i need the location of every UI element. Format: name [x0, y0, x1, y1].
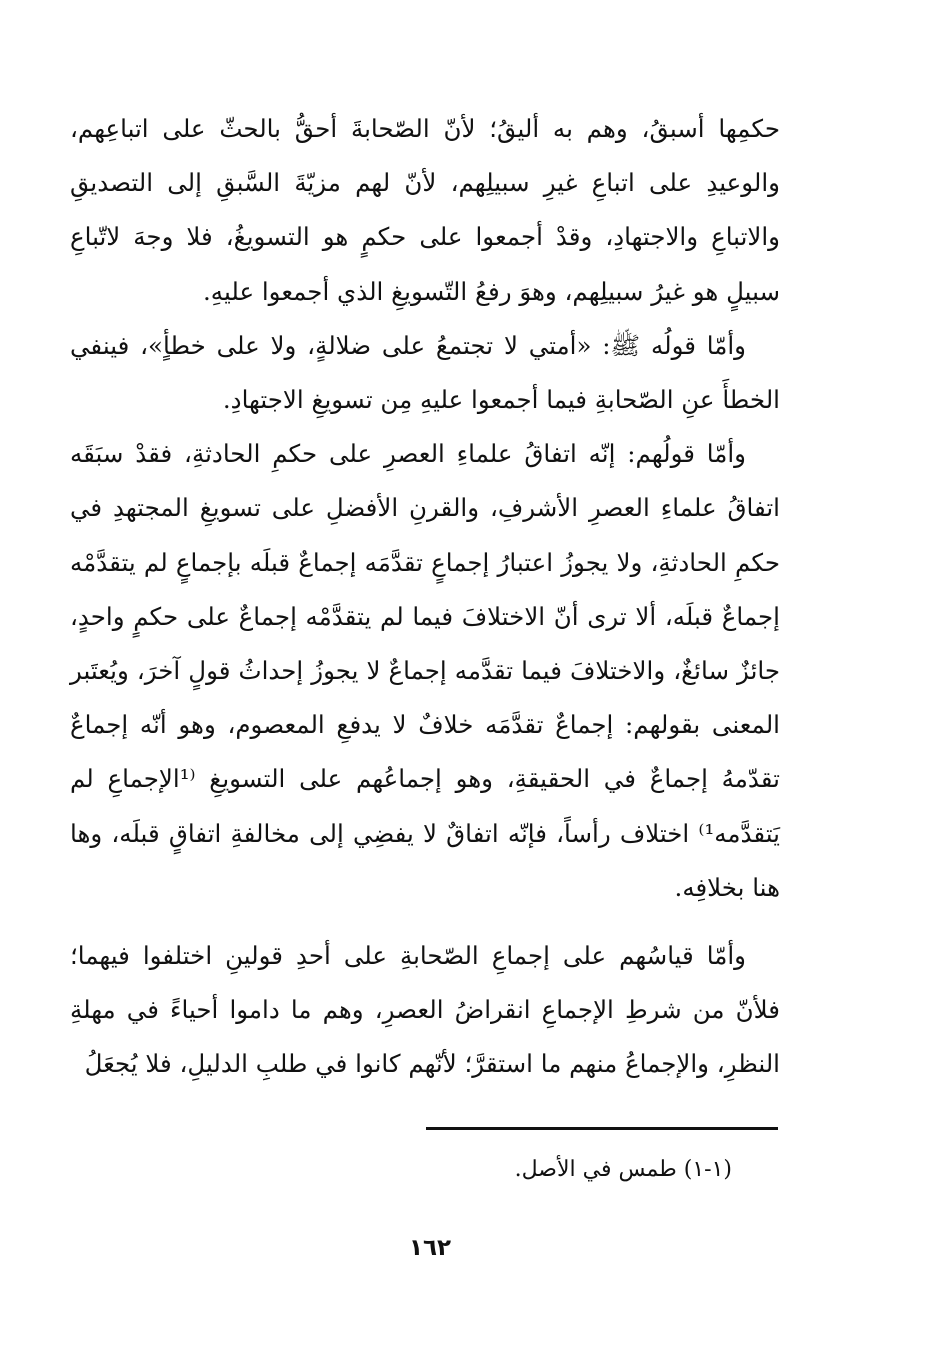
main-text	[70, 102, 780, 1092]
page-number: ١٦٢	[408, 1235, 452, 1261]
paragraph-2: وأمّا قولُه ﷺ: «أمتي لا تجتمعُ على ضلالةٍ، ولا على خطأٍ»، فينفي الخطأَ عنِ الصّحابةِ فيما أجمعوا عليهِ مِن تسويغِ الاجتهادِ.	[70, 330, 780, 415]
paragraph-1: حكمِها أسبقُ، وهم به أليقُ؛ لأنّ الصّحابةَ أحقُّ بالحثّ على اتباعِهم، والوعيدِ على اتباعِ غيرِ سبيلِهم، لأنّ لهم مزيّةَ السَّبقِ إلى التصديقِ والاتباعِ والاجتهادِ، وقدْ أجمعوا على حكمٍ هو التسويغُ، فلا وجهَ لاتّباعِ سبيلٍ هو غيرُ سبيلِهم، وهوَ رفعُ التّسويغِ الذي أجمعوا عليهِ.	[70, 114, 780, 306]
footnote: (١-١) طمس في الأصل.	[514, 1157, 732, 1182]
footnote-separator	[426, 1127, 778, 1130]
paragraph-4: وأمّا قياسُهم على إجماعِ الصّحابةِ على أحدِ قولينِ اختلفوا فيهما؛ فلأنّ من شرطِ الإجماعِ انقراضُ العصرِ، وهم ما داموا أحياءً في مهلةِ النظرِ، والإجماعُ منهم ما استقرَّ؛ لأنّهم كانوا في طلبِ الدليلِ، فلا يُجعَلُ	[70, 941, 780, 1079]
paragraph-3: وأمّا قولُهم: إنّه اتفاقُ علماءِ العصرِ على حكمِ الحادثةِ، فقدْ سبَقَه اتفاقُ علماءِ العصرِ الأشرفِ، والقرنِ الأفضلِ على تسويغِ المجتهدِ في حكمِ الحادثةِ، ولا يجوزُ اعتبارُ إجماعٍ تقدَّمَه إجماعٌ قبلَه بإجماعٍ لم يتقدَّمْه إجماعٌ قبلَه، ألا ترى أنّ الاختلافَ فيما لم يتقدَّمْه إجماعٌ على حكمٍ واحدٍ، جائزٌ سائغٌ، والاختلافَ فيما تقدَّمه إجماعٌ لا يجوزُ إحداثُ قولٍ آخرَ، ويُعتَبر المعنى بقولهم: إجماعٌ تقدَّمَه خلافٌ لا يدفعِ المعصوم، وهو أنّه إجماعٌ تقدّمهُ إجماعٌ في الحقيقةِ، وهو إجماعُهم على التسويغِ ⁽¹الإجماعِ لم يَتقدَّمه¹⁾ اختلاف رأساً، فإنّه اتفاقٌ لا يفضِي إلى مخالفةِ اتفاقٍ قبلَه، وها هنا بخلافِه.	[70, 439, 780, 902]
